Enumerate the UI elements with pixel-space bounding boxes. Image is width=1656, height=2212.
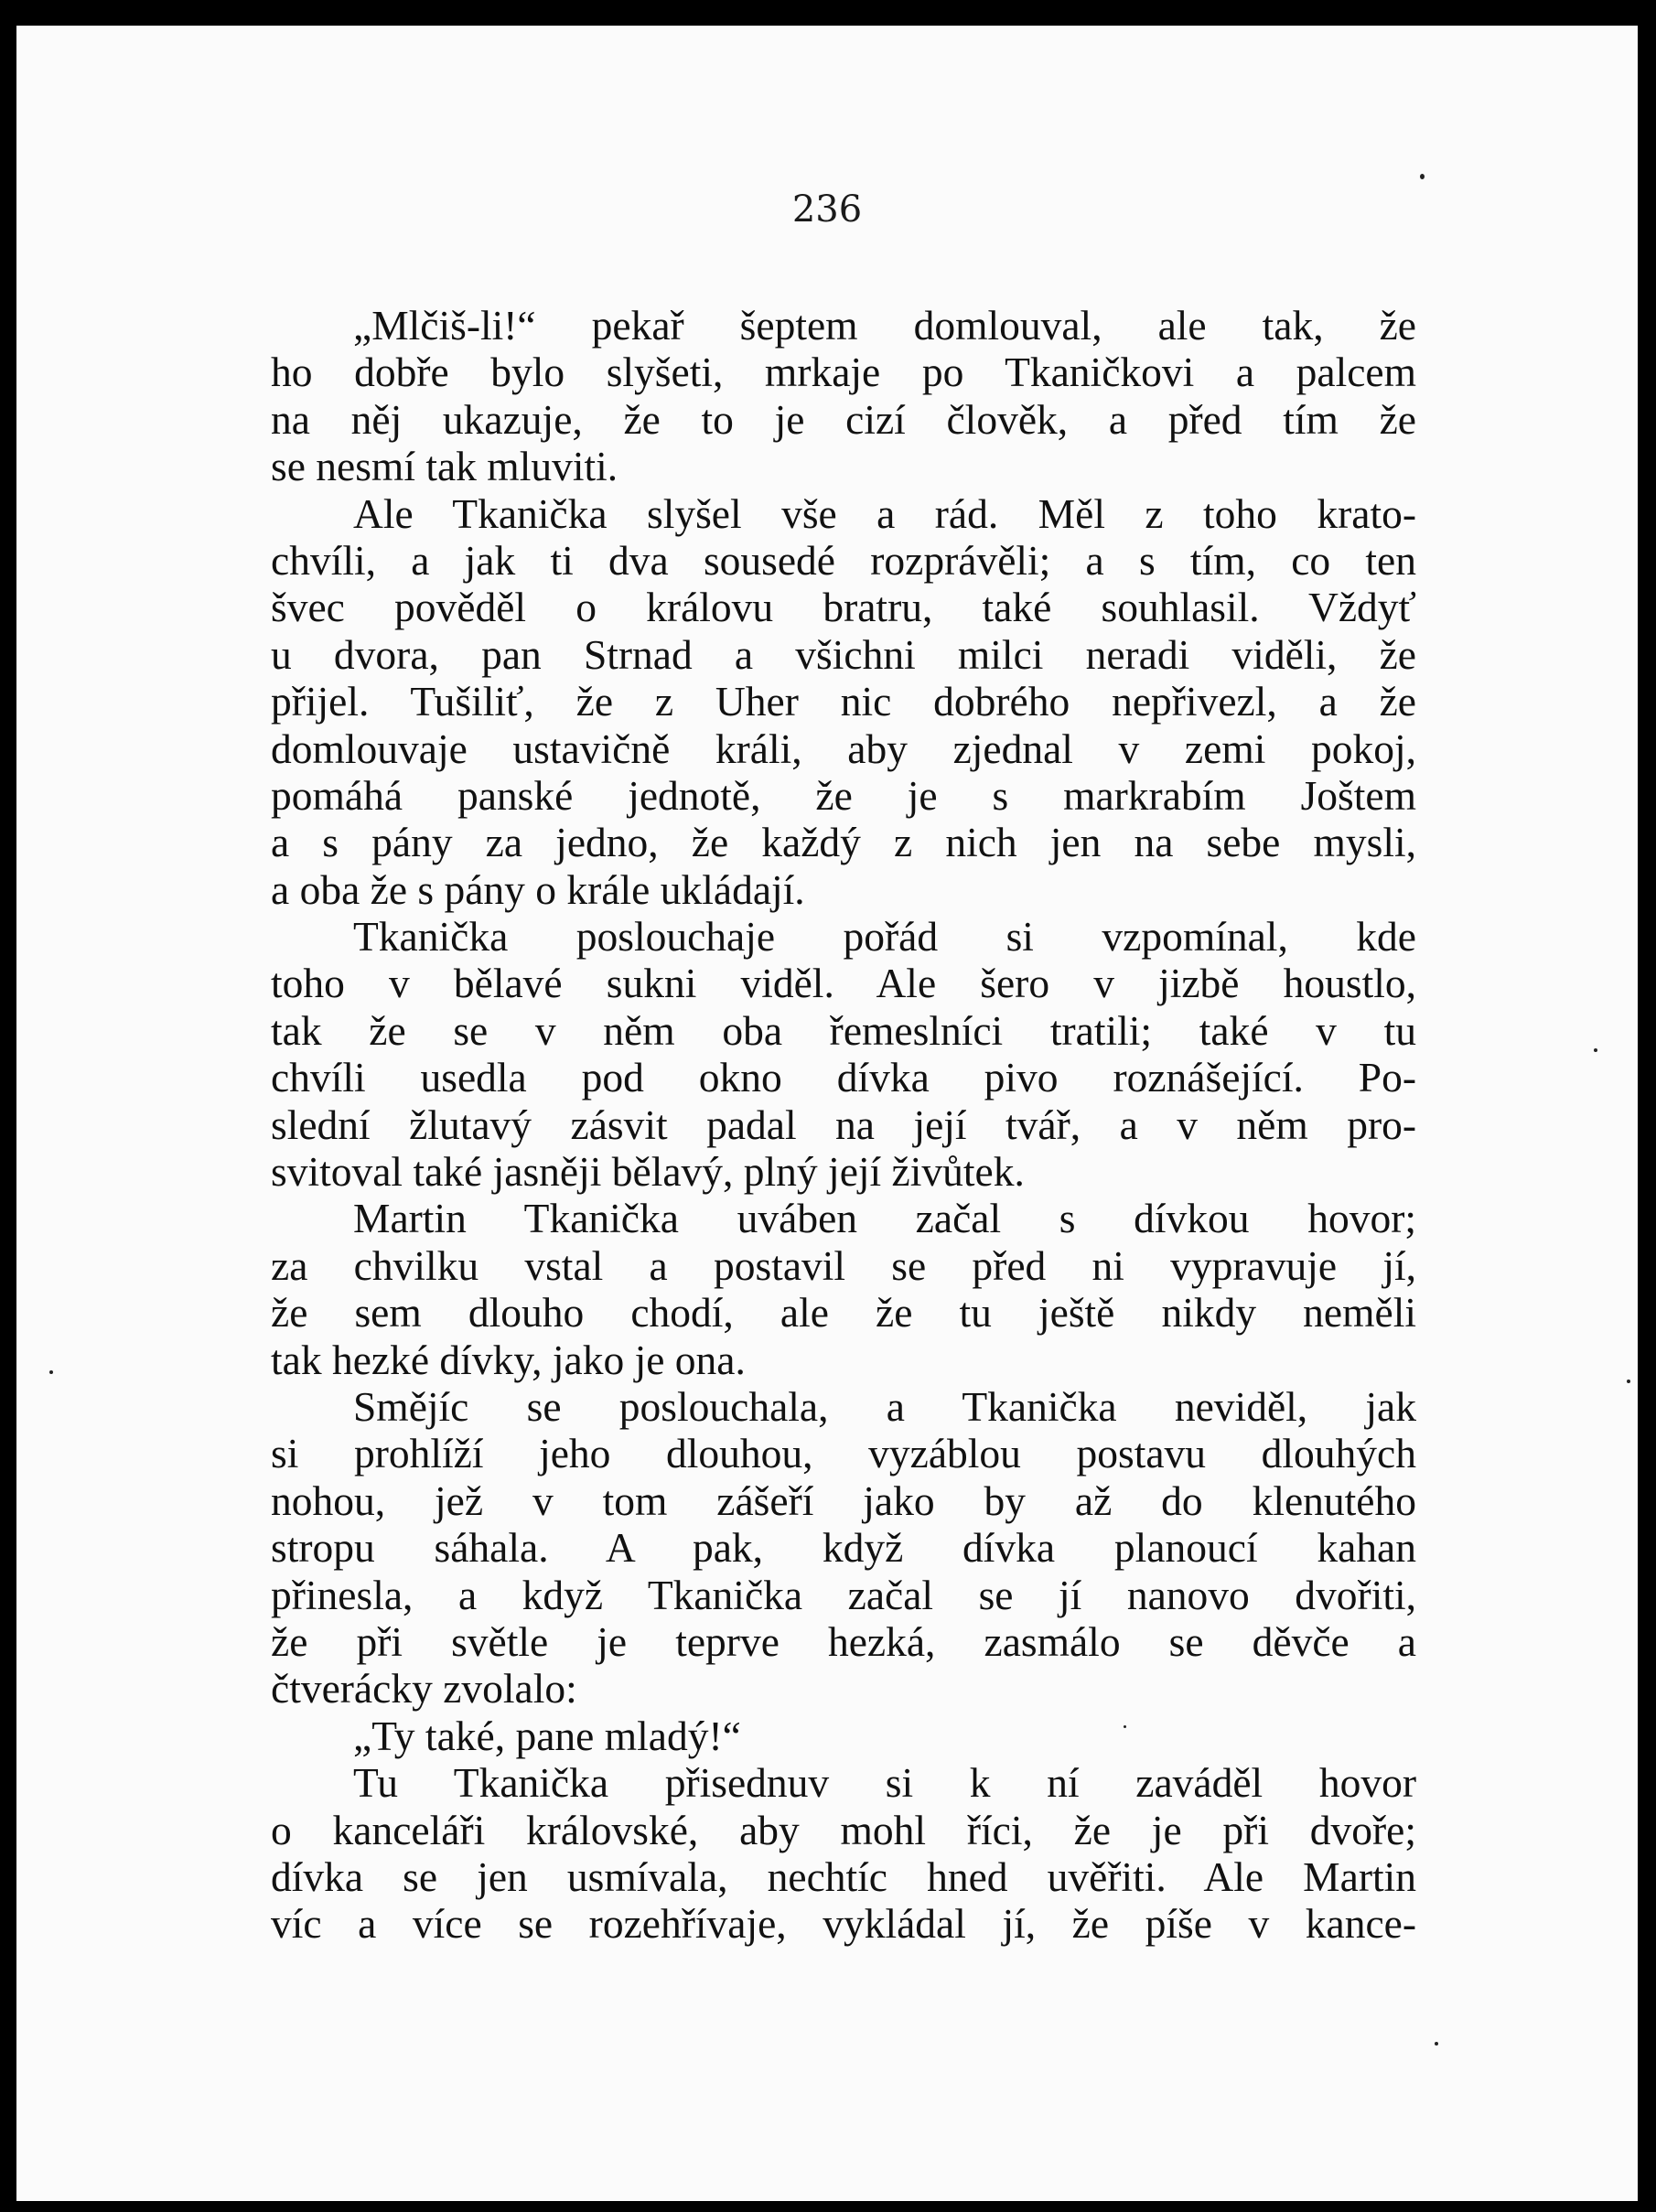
text-line: pomáhá panské jednotě, že je s markrabím Joštem <box>271 771 1416 819</box>
text-line: svitoval také jasněji bělavý, plný její živůtek. <box>271 1148 1025 1196</box>
print-speck <box>1124 1725 1126 1728</box>
print-speck <box>1435 2042 1438 2046</box>
text-line: přijel. Tušiliť, že z Uher nic dobrého nepřivezl, a že <box>271 678 1416 725</box>
text-line: slední žlutavý zásvit padal na její tvář, a v něm pro- <box>271 1101 1416 1148</box>
text-line: víc a více se rozehřívaje, vykládal jí, že píše v kance- <box>271 1900 1416 1948</box>
print-speck <box>1420 174 1425 179</box>
text-line: u dvora, pan Strnad a všichni milci neradi viděli, že <box>271 630 1416 678</box>
text-line: chvíli usedla pod okno dívka pivo roznášející. Po- <box>271 1054 1416 1101</box>
text-line: na něj ukazuje, že to je cizí člověk, a před tím že <box>271 395 1416 443</box>
book-page <box>16 26 1638 2201</box>
text-line: čtverácky zvolalo: <box>271 1665 577 1713</box>
print-speck <box>1627 1380 1630 1383</box>
text-line: toho v bělavé sukni viděl. Ale šero v jizbě houstlo, <box>271 960 1416 1007</box>
text-line: tak hezké dívky, jako je ona. <box>271 1336 746 1383</box>
print-speck <box>1594 1048 1597 1052</box>
text-line: „Ty také, pane mladý!“ <box>353 1712 741 1759</box>
text-line: za chvilku vstal a postavil se před ni vypravuje jí, <box>271 1241 1416 1289</box>
text-line: že při světle je teprve hezká, zasmálo se děvče a <box>271 1617 1416 1665</box>
text-line: se nesmí tak mluviti. <box>271 443 618 490</box>
text-line: a s pány za jedno, že každý z nich jen na sebe mysli, <box>271 819 1416 866</box>
text-line: švec pověděl o královu bratru, také souhlasil. Vždyť <box>271 584 1416 631</box>
text-line: si prohlíží jeho dlouhou, vyzáblou postavu dlouhých <box>271 1430 1416 1477</box>
text-line: o kanceláři královské, aby mohl říci, že je při dvoře; <box>271 1806 1416 1853</box>
text-line: Martin Tkanička uváben začal s dívkou hovor; <box>353 1195 1416 1242</box>
text-line: a oba že s pány o krále ukládají. <box>271 865 805 913</box>
text-line: Tu Tkanička přisednuv si k ní zaváděl hovor <box>353 1759 1416 1807</box>
text-line: tak že se v něm oba řemeslníci tratili; také v tu <box>271 1006 1416 1054</box>
text-line: Smějíc se poslouchala, a Tkanička neviděl, jak <box>353 1382 1416 1430</box>
text-line: stropu sáhala. A pak, když dívka planoucí kahan <box>271 1524 1416 1572</box>
text-line: ho dobře bylo slyšeti, mrkaje po Tkaničkovi a palcem <box>271 349 1416 396</box>
text-line: že sem dlouho chodí, ale že tu ještě nikdy neměli <box>271 1289 1416 1337</box>
text-line: nohou, jež v tom zášeří jako by až do klenutého <box>271 1476 1416 1524</box>
text-line: dívka se jen usmívala, nechtíc hned uvěřiti. Ale Martin <box>271 1852 1416 1900</box>
print-speck <box>49 1370 53 1374</box>
text-line: chvíli, a jak ti dva sousedé rozprávěli; a s tím, co ten <box>271 536 1416 584</box>
body-text <box>271 302 1416 1948</box>
text-line: Ale Tkanička slyšel vše a rád. Měl z toho krato- <box>353 489 1416 537</box>
text-line: Tkanička poslouchaje pořád si vzpomínal, kde <box>353 913 1416 961</box>
text-line: domlouvaje ustavičně králi, aby zjednal v zemi pokoj, <box>271 725 1416 772</box>
text-line: „Mlčiš-li!“ pekař šeptem domlouval, ale tak, že <box>353 302 1416 349</box>
page-number: 236 <box>791 188 863 231</box>
text-line: přinesla, a když Tkanička začal se jí nanovo dvořiti, <box>271 1571 1416 1618</box>
